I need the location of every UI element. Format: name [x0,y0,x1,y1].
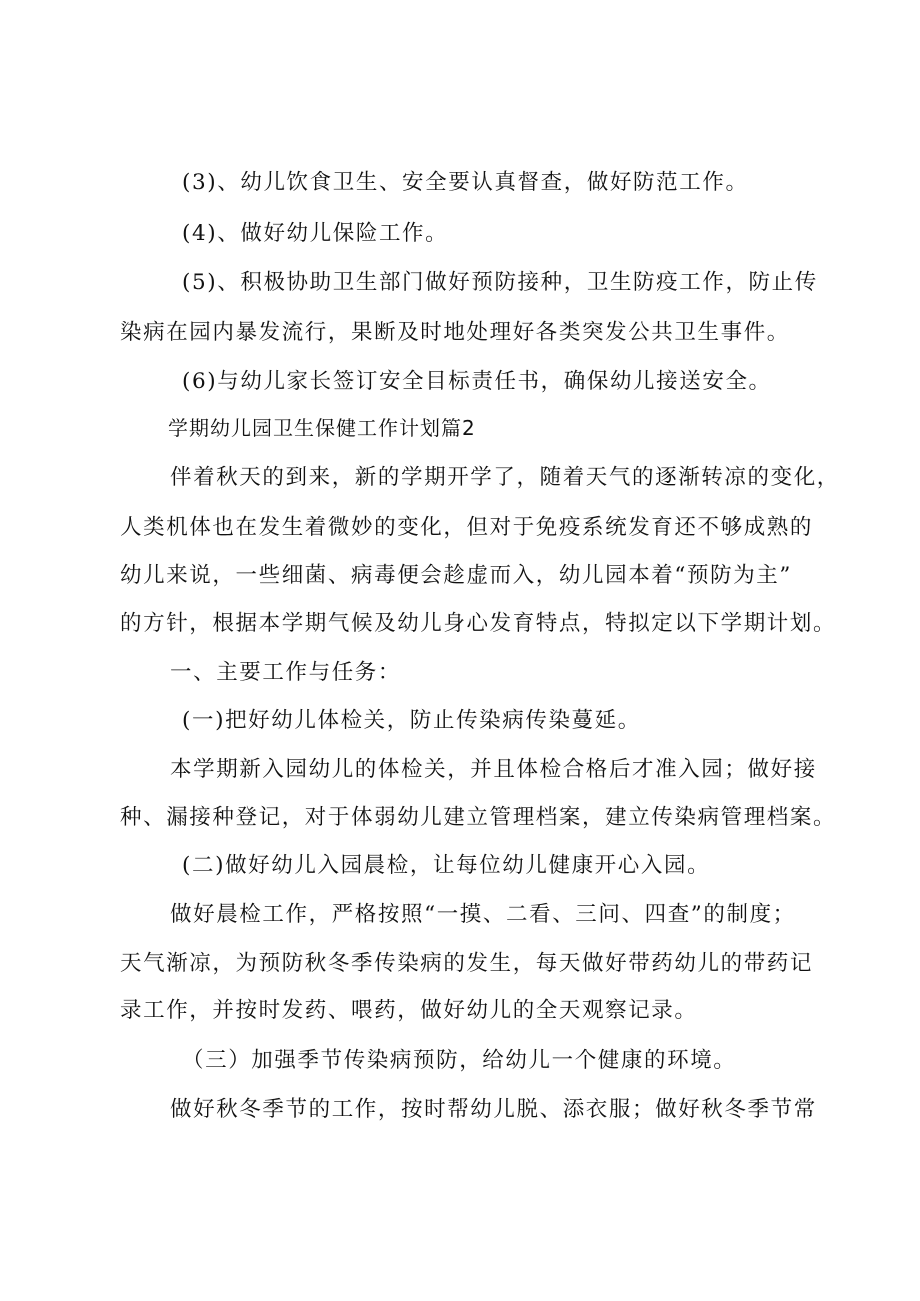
task-2-line-3: 录工作，并按时发药、喂药，做好幼儿的全天观察记录。 [120,998,698,1023]
intro-line-3: 幼儿来说，一些细菌、病毒便会趁虚而入，幼儿园本着“预防为主” [120,563,792,588]
task-2-title: (二)做好幼儿入园晨检，让每位幼儿健康开心入园。 [182,853,711,878]
paragraph-item-6: (6)与幼儿家长签订安全目标责任书，确保幼儿接送安全。 [182,369,772,394]
task-1-title: (一)把好幼儿体检关，防止传染病传染蔓延。 [182,708,641,733]
task-3-title: （三）加强季节传染病预防，给幼儿一个健康的环境。 [182,1048,737,1073]
intro-line-1: 伴着秋天的到来，新的学期开学了，随着天气的逐渐转凉的变化， [170,465,840,490]
task-2-line-1: 做好晨检工作，严格按照“一摸、二看、三问、四查”的制度； [170,902,796,927]
task-1-line-2: 种、漏接种登记，对于体弱幼儿建立管理档案，建立传染病管理档案。 [120,805,837,830]
intro-line-4: 的方针，根据本学期气候及幼儿身心发育特点，特拟定以下学期计划。 [120,611,837,636]
subheading-main-tasks: 一、主要工作与任务： [170,660,402,685]
section-heading: 学期幼儿园卫生保健工作计划篇2 [168,416,476,440]
task-1-line-1: 本学期新入园幼儿的体检关，并且体检合格后才准入园；做好接 [170,757,817,782]
paragraph-item-3: (3)、幼儿饮食卫生、安全要认真督查，做好防范工作。 [182,170,749,195]
paragraph-item-5-line-2: 染病在园内暴发流行，果断及时地处理好各类突发公共卫生事件。 [120,320,790,345]
intro-line-2: 人类机体也在发生着微妙的变化，但对于免疫系统发育还不够成熟的 [120,515,814,540]
task-2-line-2: 天气渐凉，为预防秋冬季传染病的发生，每天做好带药幼儿的带药记 [120,951,814,976]
task-3-line-1: 做好秋冬季节的工作，按时帮幼儿脱、添衣服；做好秋冬季节常 [170,1097,817,1122]
paragraph-item-4: (4)、做好幼儿保险工作。 [182,221,449,246]
paragraph-item-5-line-1: (5)、积极协助卫生部门做好预防接种，卫生防疫工作，防止传 [182,270,818,295]
